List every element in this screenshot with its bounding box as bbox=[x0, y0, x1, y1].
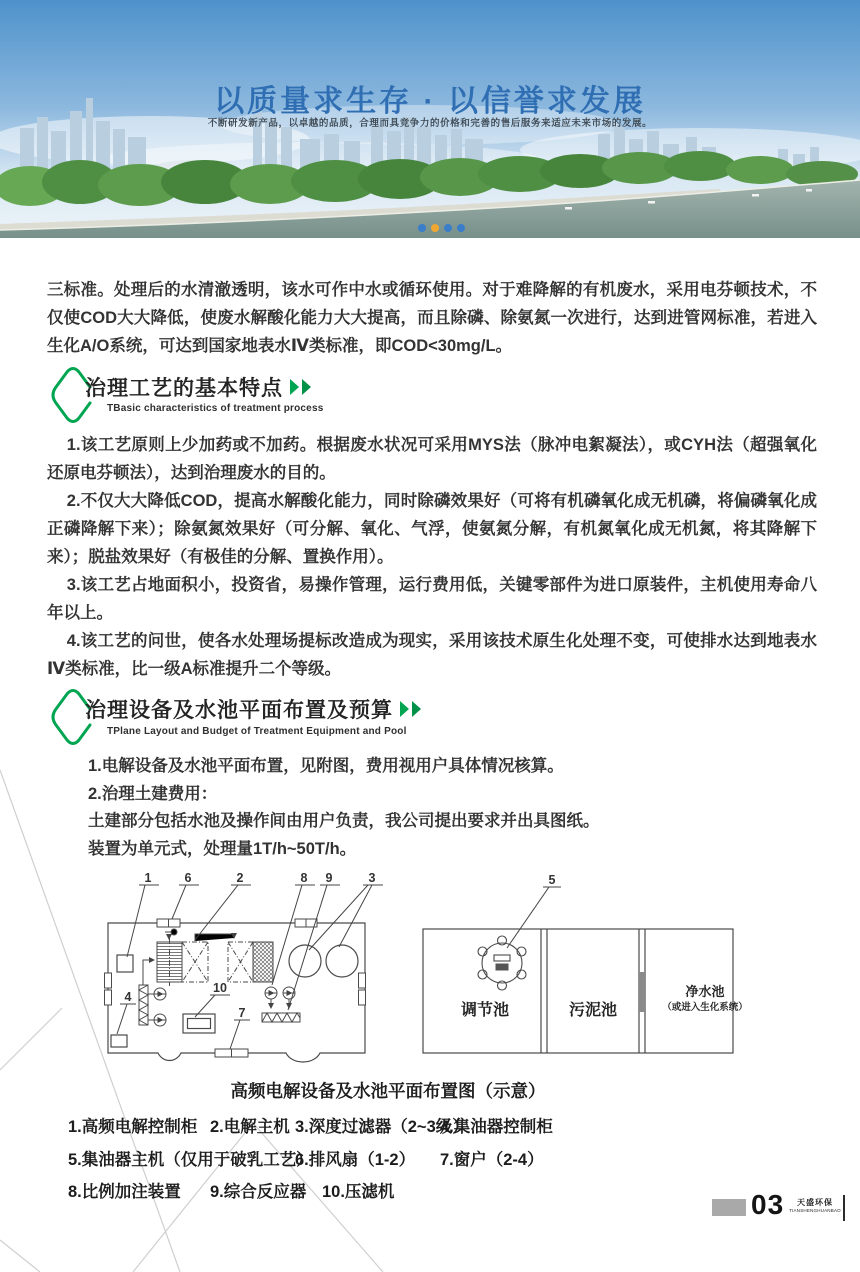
svg-text:调节池: 调节池 bbox=[460, 1002, 510, 1019]
legend-item-9: 9.综合反应器 bbox=[210, 1183, 307, 1201]
svg-text:污泥池: 污泥池 bbox=[568, 1002, 618, 1019]
svg-text:9: 9 bbox=[325, 871, 333, 885]
section1-title: 治理工艺的基本特点 bbox=[85, 377, 283, 400]
section1-subtitle: TBasic characteristics of treatment process bbox=[107, 403, 324, 414]
brand-name: 天盛环保 bbox=[797, 1198, 833, 1207]
svg-text:8: 8 bbox=[300, 871, 308, 885]
callout-leaders bbox=[117, 885, 561, 1049]
line-2: 2.治理土建费用： bbox=[88, 784, 218, 803]
wall-openings bbox=[105, 919, 366, 1057]
svg-text:（或进入生化系统）: （或进入生化系统） bbox=[662, 1002, 748, 1013]
svg-text:6: 6 bbox=[184, 871, 192, 885]
brand-romanization: TIANSHENGHUANBAO bbox=[789, 1208, 841, 1213]
legend-item-3: 3.深度过滤器（2~3级） bbox=[295, 1118, 469, 1136]
diagram-caption: 高频电解设备及水池平面布置图（示意） bbox=[230, 1081, 546, 1101]
control-cabinet-1 bbox=[117, 955, 133, 972]
svg-text:10: 10 bbox=[213, 981, 227, 995]
wall-filter-segment bbox=[639, 972, 645, 1012]
press-filter bbox=[183, 1014, 215, 1033]
line-1: 1.电解设备及水池平面布置，见附图，费用视用户具体情况核算。 bbox=[88, 757, 564, 775]
carousel-dot-2-active[interactable] bbox=[431, 224, 439, 232]
banner-subtitle: 不断研发新产品，以卓越的品质，合理而具竞争力的价格和完善的售后服务来适应未来市场的发展。 bbox=[207, 118, 653, 129]
legend-item-7: 7.窗户（2-4） bbox=[440, 1151, 544, 1169]
carousel-dot-3[interactable] bbox=[444, 224, 452, 232]
section2-title: 治理设备及水池平面布置及预算 bbox=[85, 699, 393, 722]
carousel-dot-1[interactable] bbox=[418, 224, 426, 232]
footer-brand bbox=[789, 1197, 841, 1213]
svg-text:3: 3 bbox=[368, 871, 376, 885]
deep-filter-a bbox=[289, 945, 321, 977]
paragraph-4: 4.该工艺的问世，使各水处理场提标改造成为现实，采用该技术原生化处理不变，可使排水达到地表水Ⅳ类标准，比一级A标准提升二个等级。 bbox=[47, 632, 817, 678]
banner-slogan: 以质量求生存 · 以信誉求发展 bbox=[214, 85, 646, 118]
double-arrow-icon bbox=[400, 701, 424, 717]
carousel-dot-4[interactable] bbox=[457, 224, 465, 232]
control-cabinet-4 bbox=[111, 1035, 127, 1047]
equipment-room-outline bbox=[108, 923, 365, 1062]
section2-subtitle: TPlane Layout and Budget of Treatment Equipment and Pool bbox=[107, 726, 407, 737]
oil-collector-strip bbox=[139, 960, 154, 1025]
banner bbox=[0, 0, 860, 238]
legend-item-10: 10.压滤机 bbox=[322, 1183, 395, 1201]
section2-header bbox=[85, 694, 424, 724]
paragraph-3: 3.该工艺占地面积小，投资省，易操作管理，运行费用低，关键零部件为进口原装件，主机使用寿命八年以上。 bbox=[47, 576, 817, 622]
legend-item-5: 5.集油器主机（仅用于破乳工艺） bbox=[68, 1151, 313, 1169]
legend-item-1: 1.高频电解控制柜 bbox=[68, 1118, 198, 1136]
legend-item-4: 4.集油器控制柜 bbox=[440, 1118, 553, 1136]
section2-lines bbox=[47, 753, 817, 863]
line-3: 土建部分包括水池及操作间由用户负责，我公司提出要求并出具图纸。 bbox=[88, 812, 600, 830]
svg-text:5: 5 bbox=[548, 873, 556, 887]
page-number: 03 bbox=[751, 1189, 785, 1220]
paragraph-1: 1.该工艺原则上少加药或不加药。根据废水状况可采用MYS法（脉冲电絮凝法），或CYH法（超强氧化还原电芬顿法），达到治理废水的目的。 bbox=[47, 436, 817, 482]
pumps-left bbox=[154, 988, 166, 1026]
svg-text:2: 2 bbox=[236, 871, 244, 885]
paragraph-2: 2.不仅大大降低COD，提高水解酸化能力，同时除磷效果好（可将有机磷氧化成无机磷，将偏磷氧化成正磷降解下来）；除氨氮效果好（可分解、氧化、气浮，使氨氮分解，有机氮氧化成无机氮，将其降解下来）；脱盐效果好（有极佳的分解、置换作用）。 bbox=[47, 492, 817, 566]
layout-diagram bbox=[95, 870, 755, 1075]
section1-paragraphs bbox=[47, 431, 817, 683]
oil-skimmer bbox=[478, 936, 526, 990]
svg-text:4: 4 bbox=[124, 990, 132, 1004]
double-arrow-icon bbox=[290, 379, 314, 395]
dosing-and-reactor bbox=[262, 987, 300, 1022]
legend-item-2: 2.电解主机 bbox=[210, 1118, 290, 1136]
legend-item-8: 8.比例加注装置 bbox=[68, 1183, 181, 1201]
footer-gray-block bbox=[712, 1199, 746, 1216]
svg-text:7: 7 bbox=[238, 1006, 246, 1020]
intro-paragraph: 三标准。处理后的水清澈透明，该水可作中水或循环使用。对于难降解的有机废水，采用电芬顿技术，不仅使COD大大降低，使废水解酸化能力大大提高，而且除磷、除氨氮一次进行，达到进管网标准，若进入生化A/O系统，可达到国家地表水Ⅳ类标准，即COD<30mg/L。 bbox=[47, 281, 817, 355]
footer-divider-bar bbox=[843, 1195, 845, 1221]
line-4: 装置为单元式，处理量1T/h~50T/h。 bbox=[88, 839, 357, 858]
section1-header bbox=[85, 372, 314, 402]
deep-filter-b bbox=[326, 945, 358, 977]
svg-text:净水池: 净水池 bbox=[685, 984, 725, 999]
legend-item-6: 6.排风扇（1-2） bbox=[295, 1151, 416, 1169]
svg-text:1: 1 bbox=[144, 871, 152, 885]
electrolysis-units bbox=[157, 929, 273, 986]
